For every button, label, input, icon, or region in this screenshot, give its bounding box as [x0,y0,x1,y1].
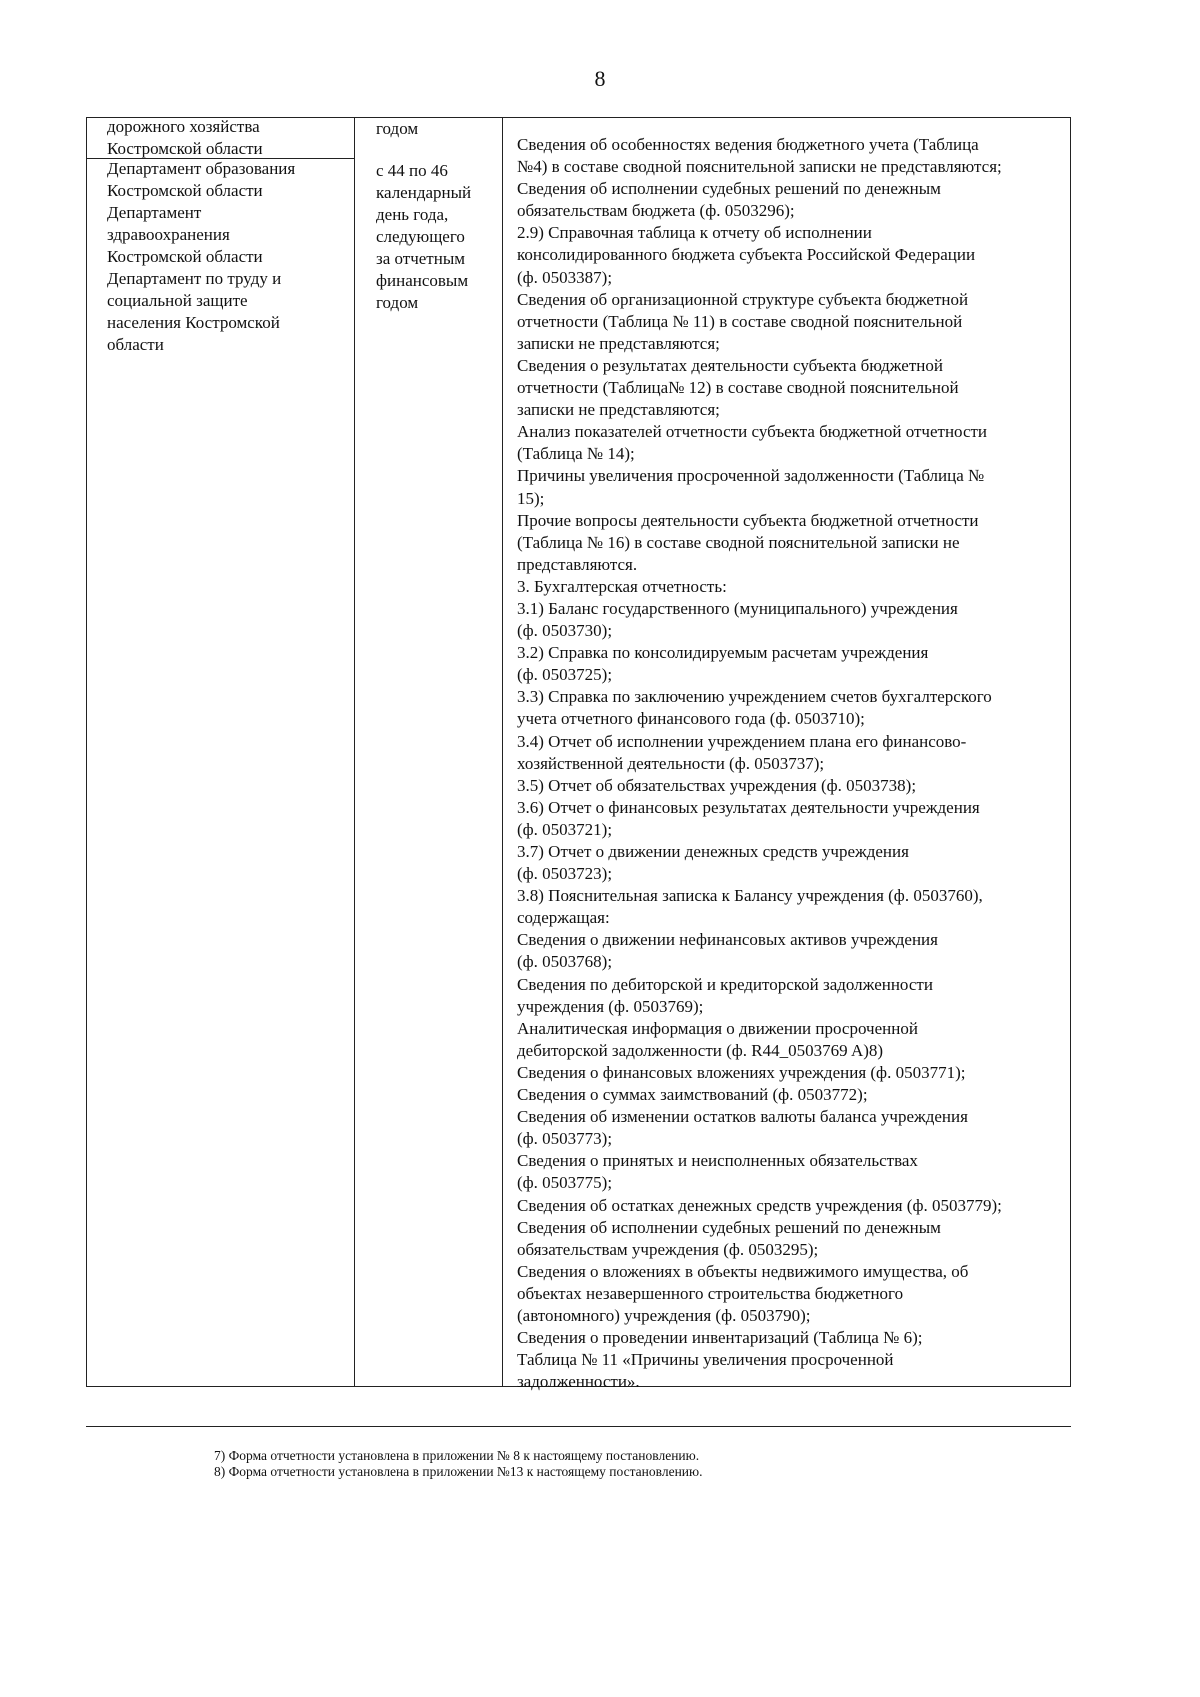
footnote-8: 8) Форма отчетности установлена в приложении №13 к настоящему постановлению. [214,1464,703,1479]
report-form-line: Анализ показателей отчетности субъекта бюджетной отчетности [517,422,988,442]
report-form-line: объектах незавершенного строительства бюджетного [517,1283,904,1303]
report-form-line: 3.5) Отчет об обязательствах учреждения (ф. 0503738); [517,775,917,795]
report-form-line: обязательствам бюджета (ф. 0503296); [517,201,795,221]
cell-text-line: с 44 по 46 [376,161,448,180]
report-form-line: (Таблица № 16) в составе сводной пояснительной записки не [517,532,960,552]
cell-text-line: Костромской области [107,247,263,266]
cell-text-line: области [107,335,164,354]
footnotes [214,1448,702,1480]
report-form-line: 3.8) Пояснительная записка к Балансу учреждения (ф. 0503760), [517,886,983,906]
report-form-line: 3.4) Отчет об исполнении учреждением плана его финансово- [517,731,967,751]
row2-deadline-cell [376,160,496,314]
report-form-line: Сведения об особенностях ведения бюджетного учета (Таблица [517,135,979,154]
report-form-line: учреждения (ф. 0503769); [517,996,704,1016]
report-form-line: 3.1) Баланс государственного (муниципального) учреждения [517,598,958,618]
report-form-line: задолженности». [517,1372,640,1392]
row1-department-cell [107,116,347,160]
cell-text-line: календарный [376,183,472,202]
page-number: 8 [594,66,606,91]
report-form-line: дебиторской задолженности (ф. R44_0503769 A)8) [517,1040,884,1060]
report-form-line: Сведения об организационной структуре субъекта бюджетной [517,289,969,309]
cell-text-line: дорожного хозяйства [107,117,260,136]
report-form-line: Сведения о суммах заимствований (ф. 0503772); [517,1085,868,1105]
report-form-line: (Таблица № 14); [517,444,635,464]
report-forms-cell [517,134,1067,1393]
column-divider [354,118,355,1386]
report-form-line: (ф. 0503723); [517,864,613,884]
row1-deadline-cell [376,118,496,140]
report-form-line: 2.9) Справочная таблица к отчету об исполнении [517,223,872,243]
report-form-line: (ф. 0503387); [517,267,613,287]
cell-text-line: финансовым [376,271,469,290]
cell-text-line: социальной защите [107,291,248,310]
cell-text-line: Департамент [107,203,202,222]
report-form-line: 3.6) Отчет о финансовых результатах деятельности учреждения [517,797,980,817]
report-form-line: Сведения по дебиторской и кредиторской задолженности [517,974,933,994]
report-form-line: №4) в составе сводной пояснительной записки не представляются; [517,157,1002,177]
footnote-7: 7) Форма отчетности установлена в приложении № 8 к настоящему постановлению. [214,1448,700,1463]
cell-text-line: годом [376,119,419,138]
report-form-line: представляются. [517,554,638,574]
cell-text-line: Департамент по труду и [107,269,282,288]
cell-text-line: населения Костромской [107,313,280,332]
report-form-line: (ф. 0503721); [517,819,613,839]
report-form-line: отчетности (Таблица № 11) в составе сводной пояснительной [517,311,963,331]
report-form-line: Сведения об исполнении судебных решений по денежным [517,179,941,199]
cell-text-line: день года, [376,205,449,224]
report-form-line: 3.7) Отчет о движении денежных средств учреждения [517,842,909,861]
column-divider [502,118,503,1386]
report-form-line: хозяйственной деятельности (ф. 0503737); [517,753,825,773]
report-form-line: (ф. 0503768); [517,952,613,972]
report-form-line: записки не представляются; [517,333,720,353]
report-form-line: Сведения о результатах деятельности субъекта бюджетной [517,355,943,375]
report-form-line: 3.3) Справка по заключению учреждением счетов бухгалтерского [517,687,992,707]
report-form-line: Сведения об изменении остатков валюты баланса учреждения [517,1107,968,1127]
report-form-line: (ф. 0503725); [517,665,613,685]
footnote-separator [86,1426,1071,1427]
report-form-line: отчетности (Таблица№ 12) в составе сводной пояснительной [517,378,959,398]
report-form-line: обязательствам учреждения (ф. 0503295); [517,1239,819,1259]
report-form-line: Причины увеличения просроченной задолженности (Таблица № [517,466,985,486]
report-form-line: (ф. 0503773); [517,1129,613,1149]
report-form-line: 15); [517,488,545,508]
cell-text-line: Костромской области [107,181,263,200]
cell-text-line: Костромской области [107,139,263,158]
cell-text-line: следующего [376,227,465,246]
report-form-line: Сведения об остатках денежных средств учреждения (ф. 0503779); [517,1195,1002,1215]
report-form-line: консолидированного бюджета субъекта Российской Федерации [517,245,976,265]
reporting-table [86,117,1071,1392]
report-form-line: Аналитическая информация о движении просроченной [517,1018,918,1038]
report-form-line: Прочие вопросы деятельности субъекта бюджетной отчетности [517,510,979,530]
report-form-line: 3. Бухгалтерская отчетность: [517,576,727,596]
report-form-line: Сведения о финансовых вложениях учреждения (ф. 0503771); [517,1062,966,1082]
row2-department-cell [107,158,347,356]
report-form-line: (ф. 0503775); [517,1173,613,1193]
report-form-line: учета отчетного финансового года (ф. 0503710); [517,709,865,729]
report-form-line: Таблица № 11 «Причины увеличения просроченной [517,1350,894,1370]
report-form-line: (автономного) учреждения (ф. 0503790); [517,1305,811,1325]
report-form-line: 3.2) Справка по консолидируемым расчетам учреждения [517,643,929,663]
report-form-line: Сведения об исполнении судебных решений по денежным [517,1217,941,1237]
cell-text-line: здравоохранения [107,225,230,244]
report-form-line: записки не представляются; [517,400,720,420]
cell-text-line: годом [376,293,419,312]
report-form-line: Сведения о движении нефинансовых активов учреждения [517,930,938,950]
report-form-line: Сведения о проведении инвентаризаций (Таблица № 6); [517,1328,923,1348]
report-form-line: (ф. 0503730); [517,621,613,641]
cell-text-line: Департамент образования [107,159,296,178]
report-form-line: содержащая: [517,908,610,928]
cell-text-line: за отчетным [376,249,466,268]
report-form-line: Сведения о принятых и неисполненных обязательствах [517,1151,918,1171]
report-form-line: Сведения о вложениях в объекты недвижимого имущества, об [517,1261,969,1281]
